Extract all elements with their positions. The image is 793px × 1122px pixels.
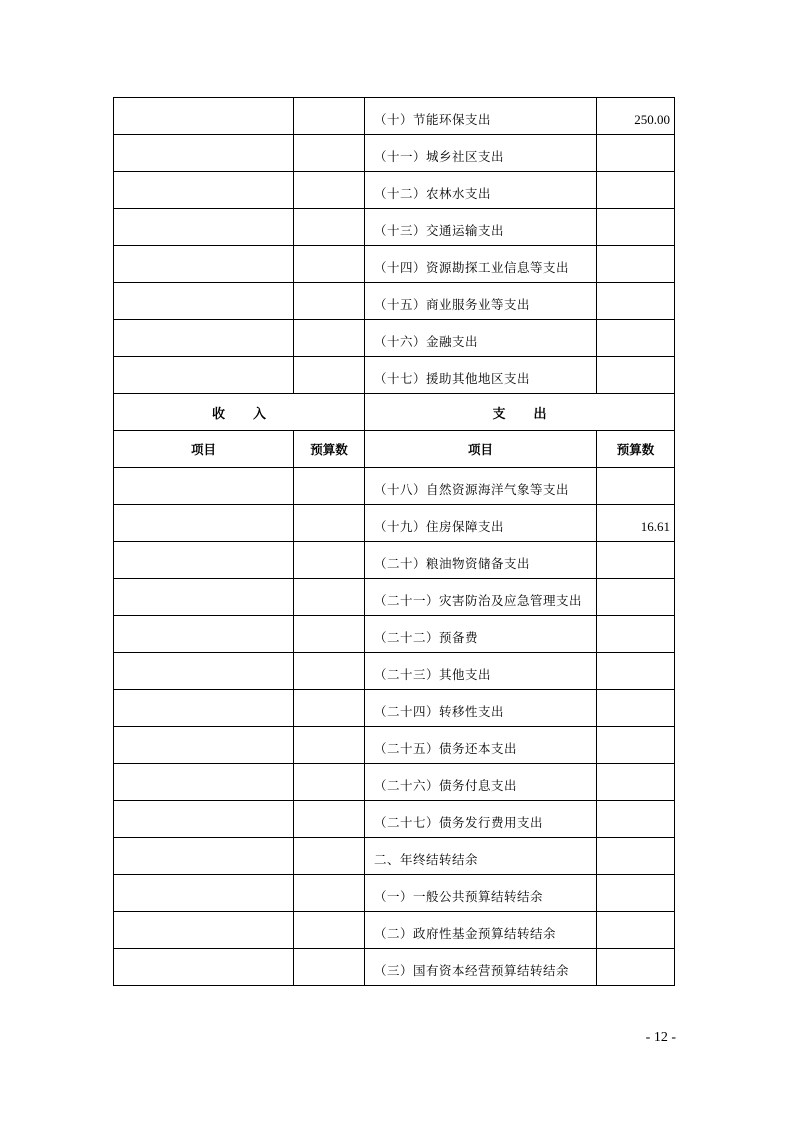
- income-item-cell: [114, 949, 294, 986]
- section-row: [114, 394, 675, 431]
- expense-amount-cell: [597, 949, 675, 986]
- income-item-cell: [114, 209, 294, 246]
- income-item-cell: [114, 468, 294, 505]
- expense-section-header: 支出: [365, 394, 675, 431]
- income-item-cell: [114, 357, 294, 394]
- expense-item-cell: （十四）资源勘探工业信息等支出: [365, 246, 597, 283]
- expense-item-cell: （十八）自然资源海洋气象等支出: [365, 468, 597, 505]
- column-header-row: [114, 431, 675, 468]
- expense-amount-cell: [597, 172, 675, 209]
- income-amount-cell: [294, 949, 365, 986]
- income-item-cell: [114, 727, 294, 764]
- income-amount-cell: [294, 690, 365, 727]
- income-amount-cell: [294, 727, 365, 764]
- expense-item-cell: （二十六）债务付息支出: [365, 764, 597, 801]
- expense-item-cell: （二）政府性基金预算结转结余: [365, 912, 597, 949]
- table-row: [114, 209, 675, 246]
- expense-item-cell: （十七）援助其他地区支出: [365, 357, 597, 394]
- income-item-cell: [114, 764, 294, 801]
- expense-amount-cell: [597, 246, 675, 283]
- expense-amount-cell: 16.61: [597, 505, 675, 542]
- income-amount-cell: [294, 283, 365, 320]
- table-row: [114, 690, 675, 727]
- income-item-cell: [114, 690, 294, 727]
- expense-item-cell: （二十一）灾害防治及应急管理支出: [365, 579, 597, 616]
- income-item-cell: [114, 172, 294, 209]
- expense-item-cell: （十）节能环保支出: [365, 98, 597, 135]
- income-amount-cell: [294, 135, 365, 172]
- income-item-cell: [114, 838, 294, 875]
- expense-item-cell: （十九）住房保障支出: [365, 505, 597, 542]
- budget-table: [113, 97, 675, 986]
- income-item-header: 项目: [114, 431, 294, 468]
- table-row: [114, 542, 675, 579]
- expense-item-cell: （二十七）债务发行费用支出: [365, 801, 597, 838]
- income-amount-cell: [294, 172, 365, 209]
- expense-item-cell: （二十二）预备费: [365, 616, 597, 653]
- table-row: [114, 283, 675, 320]
- expense-amount-cell: [597, 653, 675, 690]
- expense-amount-cell: [597, 320, 675, 357]
- expense-amount-cell: [597, 727, 675, 764]
- income-amount-header: 预算数: [294, 431, 365, 468]
- income-amount-cell: [294, 246, 365, 283]
- income-item-cell: [114, 801, 294, 838]
- income-item-cell: [114, 653, 294, 690]
- income-section-header: 收入: [114, 394, 365, 431]
- table-row: [114, 838, 675, 875]
- table-row: [114, 320, 675, 357]
- income-amount-cell: [294, 579, 365, 616]
- income-item-cell: [114, 135, 294, 172]
- table-row: [114, 912, 675, 949]
- expense-item-cell: （二十）粮油物资储备支出: [365, 542, 597, 579]
- expense-item-cell: （十三）交通运输支出: [365, 209, 597, 246]
- table-row: [114, 246, 675, 283]
- table-row: [114, 653, 675, 690]
- table-row: [114, 875, 675, 912]
- table-row: [114, 579, 675, 616]
- expense-amount-cell: [597, 838, 675, 875]
- table-row: [114, 727, 675, 764]
- table-row: [114, 616, 675, 653]
- expense-item-cell: （十五）商业服务业等支出: [365, 283, 597, 320]
- table-row: [114, 949, 675, 986]
- table-row: [114, 468, 675, 505]
- expense-item-header: 项目: [365, 431, 597, 468]
- table-row: [114, 764, 675, 801]
- income-amount-cell: [294, 320, 365, 357]
- expense-amount-cell: [597, 912, 675, 949]
- income-item-cell: [114, 912, 294, 949]
- income-item-cell: [114, 320, 294, 357]
- table-row: [114, 135, 675, 172]
- income-amount-cell: [294, 838, 365, 875]
- expense-amount-cell: 250.00: [597, 98, 675, 135]
- income-item-cell: [114, 98, 294, 135]
- expense-rows-top: [114, 98, 675, 394]
- expense-amount-cell: [597, 468, 675, 505]
- income-item-cell: [114, 542, 294, 579]
- expense-amount-cell: [597, 357, 675, 394]
- income-amount-cell: [294, 764, 365, 801]
- income-amount-cell: [294, 542, 365, 579]
- table-row: [114, 172, 675, 209]
- table-row: [114, 505, 675, 542]
- expense-item-cell: （十六）金融支出: [365, 320, 597, 357]
- expense-amount-cell: [597, 801, 675, 838]
- income-amount-cell: [294, 357, 365, 394]
- expense-amount-cell: [597, 579, 675, 616]
- income-amount-cell: [294, 98, 365, 135]
- income-item-cell: [114, 875, 294, 912]
- income-amount-cell: [294, 468, 365, 505]
- expense-item-cell: （十二）农林水支出: [365, 172, 597, 209]
- expense-amount-header: 预算数: [597, 431, 675, 468]
- expense-item-cell: 二、年终结转结余: [365, 838, 597, 875]
- expense-amount-cell: [597, 764, 675, 801]
- income-amount-cell: [294, 616, 365, 653]
- expense-item-cell: （一）一般公共预算结转结余: [365, 875, 597, 912]
- expense-item-cell: （十一）城乡社区支出: [365, 135, 597, 172]
- expense-amount-cell: [597, 875, 675, 912]
- table-row: [114, 98, 675, 135]
- income-item-cell: [114, 579, 294, 616]
- income-item-cell: [114, 616, 294, 653]
- income-amount-cell: [294, 653, 365, 690]
- expense-item-cell: （二十三）其他支出: [365, 653, 597, 690]
- income-amount-cell: [294, 209, 365, 246]
- income-item-cell: [114, 505, 294, 542]
- expense-rows-bottom: [114, 468, 675, 986]
- income-amount-cell: [294, 801, 365, 838]
- expense-amount-cell: [597, 542, 675, 579]
- page-number: - 12 -: [645, 1030, 676, 1045]
- income-item-cell: [114, 246, 294, 283]
- table-row: [114, 357, 675, 394]
- expense-amount-cell: [597, 283, 675, 320]
- income-amount-cell: [294, 505, 365, 542]
- table-header-block: [114, 394, 675, 468]
- expense-item-cell: （二十四）转移性支出: [365, 690, 597, 727]
- table-row: [114, 801, 675, 838]
- expense-item-cell: （二十五）债务还本支出: [365, 727, 597, 764]
- expense-amount-cell: [597, 209, 675, 246]
- income-amount-cell: [294, 912, 365, 949]
- income-item-cell: [114, 283, 294, 320]
- expense-amount-cell: [597, 616, 675, 653]
- expense-amount-cell: [597, 690, 675, 727]
- expense-item-cell: （三）国有资本经营预算结转结余: [365, 949, 597, 986]
- expense-amount-cell: [597, 135, 675, 172]
- income-amount-cell: [294, 875, 365, 912]
